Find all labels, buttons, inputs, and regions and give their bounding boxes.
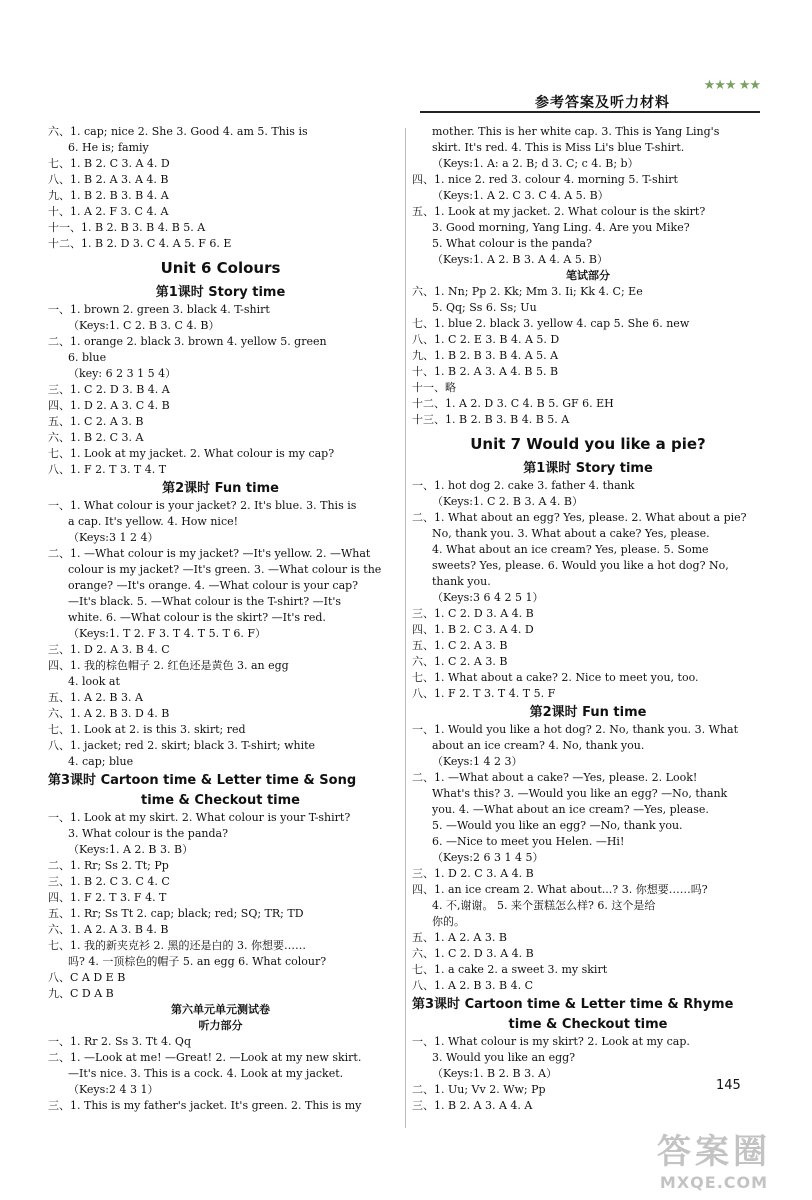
answer-line: sweets? Yes, please. 6. Would you like a hot dog? No, [432, 559, 729, 572]
answer-line: 4. What about an ice cream? Yes, please. 5. Some [432, 543, 709, 556]
answer-line: 5. Qq; Ss 6. Ss; Uu [432, 301, 537, 314]
answer-line: （Keys:1 4 2 3） [432, 755, 523, 768]
answer-line: skirt. It's red. 4. This is Miss Li's blue T-shirt. [432, 141, 685, 154]
answer-line: 七、1. 我的新夹克衫 2. 黑的还是白的 3. 你想要…… [48, 939, 306, 952]
answer-line: 5. —Would you like an egg? —No, thank you. [432, 819, 683, 832]
answer-line: 五、1. Rr; Ss Tt 2. cap; black; red; SQ; TR; TD [48, 907, 304, 920]
answer-line: 六、1. A 2. A 3. B 4. B [48, 923, 169, 936]
lesson-heading: 第3课时 Cartoon time & Letter time & Song [48, 773, 357, 788]
answer-line: you. 4. —What about an ice cream? —Yes, please. [432, 803, 709, 816]
lesson-heading: time & Checkout time [141, 793, 300, 808]
answer-line: 你的。 [432, 915, 465, 928]
section-heading: 第六单元单元测试卷 [171, 1003, 270, 1016]
answer-line: 八、1. F 2. T 3. T 4. T 5. F [412, 687, 556, 700]
answer-line: mother. This is her white cap. 3. This is Yang Ling's [432, 125, 720, 138]
answer-line: 五、1. A 2. A 3. B [412, 931, 507, 944]
answer-line: 三、1. C 2. D 3. A 4. B [412, 607, 534, 620]
answer-line: 五、1. C 2. A 3. B [48, 415, 144, 428]
answer-line: 四、1. B 2. C 3. A 4. D [412, 623, 534, 636]
answer-line: 6. —Nice to meet you Helen. —Hi! [432, 835, 625, 848]
answer-line: 一、1. Look at my skirt. 2. What colour is your T-shirt? [48, 811, 351, 824]
answer-line: （Keys:1. A: a 2. B; d 3. C; c 4. B; b） [432, 157, 639, 170]
answer-line: 五、1. C 2. A 3. B [412, 639, 508, 652]
answer-line: 四、1. nice 2. red 3. colour 4. morning 5. T-shirt [412, 173, 678, 186]
lesson-heading: 第1课时 Story time [523, 461, 653, 476]
answer-line: 一、1. brown 2. green 3. black 4. T-shirt [48, 303, 270, 316]
answer-line: 二、1. Uu; Vv 2. Ww; Pp [412, 1083, 546, 1096]
header-title: 参考答案及听力材料 [535, 95, 670, 111]
answer-line: 七、1. blue 2. black 3. yellow 4. cap 5. She 6. new [412, 317, 690, 330]
answer-line: 九、1. B 2. B 3. B 4. A [48, 189, 169, 202]
answer-line: （key: 6 2 3 1 5 4） [68, 367, 177, 380]
answer-line: 八、1. F 2. T 3. T 4. T [48, 463, 167, 476]
page-number: 145 [716, 1078, 741, 1093]
answer-line: 三、1. C 2. D 3. B 4. A [48, 383, 170, 396]
answer-line: 四、1. D 2. A 3. C 4. B [48, 399, 170, 412]
answer-line: 一、1. Would you like a hot dog? 2. No, thank you. 3. What [412, 723, 739, 736]
answer-line: 四、1. F 2. T 3. F 4. T [48, 891, 167, 904]
header-rule [420, 111, 760, 113]
lesson-heading: 第2课时 Fun time [529, 705, 647, 720]
answer-line: 二、1. —What about a cake? —Yes, please. 2. Look! [412, 771, 698, 784]
answer-line: 四、1. 我的棕色帽子 2. 红色还是黄色 3. an egg [48, 659, 289, 672]
watermark-text: 答案圈 [657, 1132, 771, 1172]
answer-line: white. 6. —What colour is the skirt? —It's red. [68, 611, 326, 624]
answer-line: （Keys:1. C 2. B 3. C 4. B） [68, 319, 220, 332]
answer-line: 七、1. What about a cake? 2. Nice to meet you, too. [412, 671, 699, 684]
answer-line: 十二、1. A 2. D 3. C 4. B 5. GF 6. EH [412, 397, 614, 410]
answer-line: 八、1. jacket; red 2. skirt; black 3. T-shirt; white [48, 739, 316, 752]
answer-line: thank you. [432, 575, 491, 588]
star-decoration-icon: ★★★ ★★ [703, 78, 760, 93]
answer-line: 3. Good morning, Yang Ling. 4. Are you Mike? [432, 221, 690, 234]
right-column [412, 124, 764, 1114]
answer-line: 八、1. A 2. B 3. B 4. C [412, 979, 533, 992]
section-heading: 笔试部分 [566, 269, 610, 282]
answer-line: 五、1. Look at my jacket. 2. What colour is the skirt? [412, 205, 706, 218]
answer-line: 4. look at [68, 675, 120, 688]
answer-line: （Keys:1. C 2. B 3. A 4. B） [432, 495, 583, 508]
answer-line: —It's nice. 3. This is a cock. 4. Look at my jacket. [68, 1067, 344, 1080]
answer-line: 三、1. D 2. A 3. B 4. C [48, 643, 170, 656]
answer-line: 六、1. Nn; Pp 2. Kk; Mm 3. Ii; Kk 4. C; Ee [412, 285, 643, 298]
answer-line: 六、1. A 2. B 3. D 4. B [48, 707, 170, 720]
answer-line: （Keys:2 4 3 1） [68, 1083, 159, 1096]
answer-line: 二、1. —Look at me! —Great! 2. —Look at my new skirt. [48, 1051, 362, 1064]
answer-line: No, thank you. 3. What about a cake? Yes, please. [432, 527, 710, 540]
answer-line: 5. What colour is the panda? [432, 237, 592, 250]
answer-line: colour is my jacket? —It's green. 3. —What colour is the [68, 563, 382, 576]
answer-line: 6. He is; famiy [68, 141, 149, 154]
answer-line: 3. What colour is the panda? [68, 827, 228, 840]
answer-line: 4. cap; blue [68, 755, 134, 768]
answer-line: 五、1. A 2. B 3. A [48, 691, 143, 704]
answer-line: 六、1. B 2. C 3. A [48, 431, 144, 444]
answer-line: 十、1. A 2. F 3. C 4. A [48, 205, 169, 218]
unit-heading: Unit 7 Would you like a pie? [470, 435, 706, 453]
answer-line: about an ice cream? 4. No, thank you. [432, 739, 645, 752]
answer-line: 十、1. B 2. A 3. A 4. B 5. B [412, 365, 559, 378]
answer-line: 八、C A D E B [48, 971, 126, 984]
unit-heading: Unit 6 Colours [160, 259, 281, 277]
lesson-heading: time & Checkout time [508, 1017, 668, 1032]
answer-line: 一、1. What colour is my skirt? 2. Look at my cap. [412, 1035, 690, 1048]
answer-line: 七、1. B 2. C 3. A 4. D [48, 157, 170, 170]
answer-line: 一、1. Rr 2. Ss 3. Tt 4. Qq [48, 1035, 191, 1048]
column-divider [405, 128, 406, 1128]
answer-line: 七、1. Look at 2. is this 3. skirt; red [48, 723, 246, 736]
watermark-logo [624, 1124, 804, 1194]
answer-line: What's this? 3. —Would you like an egg? —No, thank [432, 787, 728, 800]
answer-line: 二、1. orange 2. black 3. brown 4. yellow 5. green [48, 335, 327, 348]
answer-line: 六、1. C 2. A 3. B [412, 655, 508, 668]
lesson-heading: 第3课时 Cartoon time & Letter time & Rhyme [412, 997, 734, 1012]
answer-line: 三、1. This is my father's jacket. It's green. 2. This is my [48, 1099, 362, 1112]
answer-line: 六、1. cap; nice 2. She 3. Good 4. am 5. This is [48, 125, 308, 138]
answer-line: 六、1. C 2. D 3. A 4. B [412, 947, 534, 960]
answer-line: 一、1. hot dog 2. cake 3. father 4. thank [412, 479, 635, 492]
answer-line: 七、1. a cake 2. a sweet 3. my skirt [412, 963, 608, 976]
answer-line: 十三、1. B 2. B 3. B 4. B 5. A [412, 413, 570, 426]
answer-line: 四、1. an ice cream 2. What about...? 3. 你想要……吗? [412, 883, 708, 896]
answer-line: 八、1. C 2. E 3. B 4. A 5. D [412, 333, 560, 346]
answer-line: （Keys:3 1 2 4） [68, 531, 159, 544]
answer-line: 十一、略 [412, 381, 456, 394]
answer-line: 二、1. What about an egg? Yes, please. 2. What about a pie? [412, 511, 747, 524]
lesson-heading: 第2课时 Fun time [162, 481, 279, 496]
lesson-heading: 第1课时 Story time [155, 285, 286, 300]
answer-line: 6. blue [68, 351, 107, 364]
answer-line: （Keys:2 6 3 1 4 5） [432, 851, 544, 864]
answer-line: 吗? 4. 一顶棕色的帽子 5. an egg 6. What colour? [68, 955, 327, 968]
answer-line: —It's black. 5. —What colour is the T-shirt? —It's [68, 595, 342, 608]
answer-line: （Keys:1. T 2. F 3. T 4. T 5. T 6. F） [68, 627, 267, 640]
answer-line: 八、1. B 2. A 3. A 4. B [48, 173, 169, 186]
page-header [420, 78, 760, 114]
answer-line: 3. Would you like an egg? [432, 1051, 576, 1064]
answer-line: （Keys:1. A 2. C 3. C 4. A 5. B） [432, 189, 609, 202]
answer-line: 二、1. —What colour is my jacket? —It's yellow. 2. —What [48, 547, 371, 560]
answer-line: 十二、1. B 2. D 3. C 4. A 5. F 6. E [48, 237, 232, 250]
answer-line: 十一、1. B 2. B 3. B 4. B 5. A [48, 221, 206, 234]
answer-line: 三、1. B 2. A 3. A 4. A [412, 1099, 533, 1112]
answer-line: 三、1. B 2. C 3. C 4. C [48, 875, 170, 888]
answer-line: （Keys:1. A 2. B 3. A 4. A 5. B） [432, 253, 608, 266]
answer-line: 九、1. B 2. B 3. B 4. A 5. A [412, 349, 559, 362]
answer-line: 三、1. D 2. C 3. A 4. B [412, 867, 534, 880]
answer-line: （Keys:1. B 2. B 3. A） [432, 1067, 558, 1080]
answer-line: 九、C D A B [48, 987, 114, 1000]
answer-line: 二、1. Rr; Ss 2. Tt; Pp [48, 859, 169, 872]
answer-line: 4. 不,谢谢。 5. 来个蛋糕怎么样? 6. 这个是给 [432, 899, 656, 912]
left-column [48, 124, 393, 1114]
answer-line: （Keys:3 6 4 2 5 1） [432, 591, 544, 604]
answer-line: 一、1. What colour is your jacket? 2. It's blue. 3. This is [48, 499, 357, 512]
answer-line: a cap. It's yellow. 4. How nice! [68, 515, 239, 528]
answer-line: 七、1. Look at my jacket. 2. What colour is my cap? [48, 447, 335, 460]
section-heading: 听力部分 [198, 1019, 243, 1032]
watermark-url: MXQE.COM [659, 1173, 769, 1192]
answer-line: （Keys:1. A 2. B 3. B） [68, 843, 194, 856]
answer-line: orange? —It's orange. 4. —What colour is your cap? [68, 579, 359, 592]
